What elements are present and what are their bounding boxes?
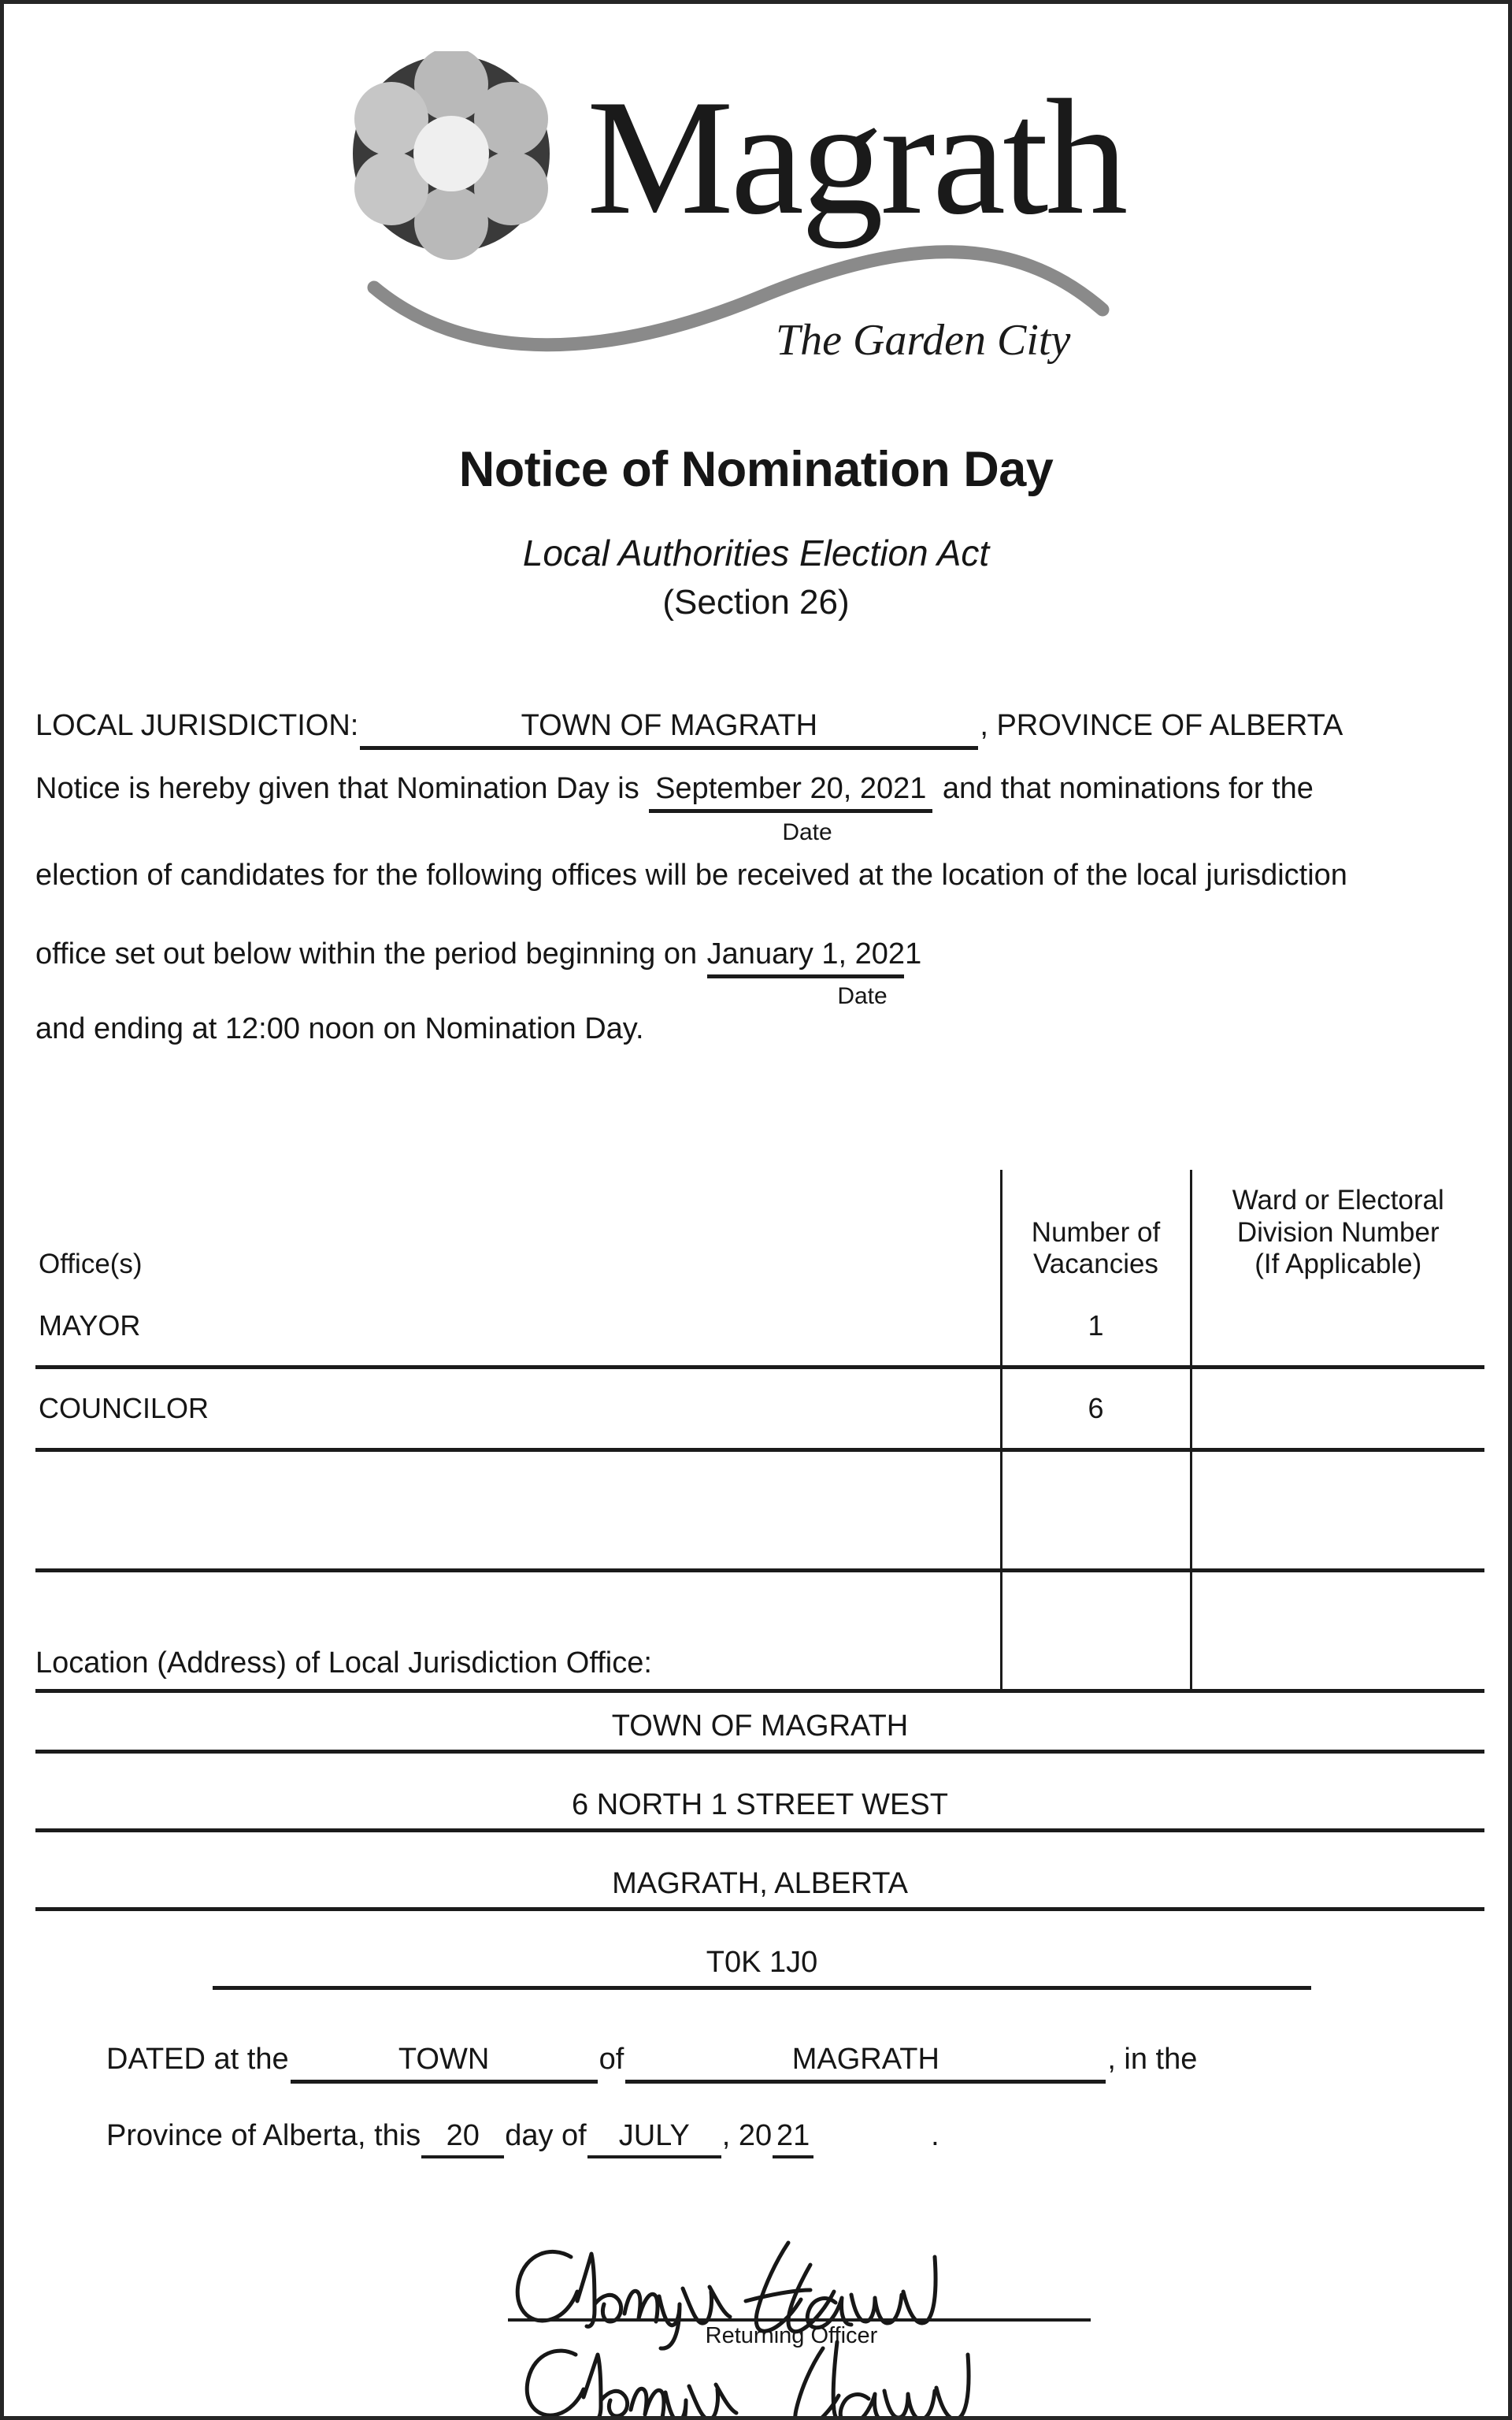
province-suffix: , PROVINCE OF ALBERTA xyxy=(980,709,1343,742)
page-content xyxy=(4,4,1508,2416)
signature-line xyxy=(508,2318,1091,2322)
act-subtitle: Local Authorities Election Act xyxy=(522,533,990,573)
dated-place-name: MAGRATH xyxy=(625,2043,1106,2084)
dated-line2-prefix: Province of Alberta, this xyxy=(106,2119,421,2152)
row-vacancies xyxy=(1001,1450,1191,1571)
table-row xyxy=(35,1450,1484,1571)
section-number: (Section 26) xyxy=(662,583,850,622)
dated-day-of: day of xyxy=(505,2119,587,2152)
address-line-3: MAGRATH, ALBERTA xyxy=(35,1867,1484,1911)
row-ward xyxy=(1191,1571,1484,1691)
dated-line-2 xyxy=(106,2119,939,2158)
notice-line-2: election of candidates for the following offices will be received at the location of the local jurisdiction xyxy=(35,859,1347,892)
notice-line-3 xyxy=(35,937,922,978)
dated-of: of xyxy=(598,2043,624,2076)
magrath-logo xyxy=(350,51,1185,382)
date-caption-2: Date xyxy=(837,983,888,1009)
date-caption-1: Date xyxy=(782,819,832,845)
dated-prefix: DATED at the xyxy=(106,2043,289,2076)
signature-caption: Returning Officer xyxy=(705,2323,878,2348)
table-row xyxy=(35,1368,1484,1450)
offices-table xyxy=(35,1170,1484,1693)
jurisdiction-line xyxy=(35,709,1343,750)
svg-text:Magrath: Magrath xyxy=(587,66,1125,249)
row-vacancies: 1 xyxy=(1001,1286,1191,1368)
header-ward-line1: Ward or Electoral xyxy=(1232,1185,1444,1216)
dated-period: . xyxy=(931,2119,939,2152)
row-office xyxy=(35,1450,1001,1571)
header-offices: Office(s) xyxy=(39,1249,143,1279)
jurisdiction-value: TOWN OF MAGRATH xyxy=(360,709,978,750)
header-vacancies-line1: Number of xyxy=(1031,1217,1161,1248)
notice-line-1 xyxy=(35,772,1314,813)
signature-block xyxy=(476,2225,1106,2414)
begin-date-value: January 1, 2021 xyxy=(707,937,904,978)
notice-line3-before: office set out below within the period beginning on xyxy=(35,937,698,971)
row-vacancies: 6 xyxy=(1001,1368,1191,1450)
jurisdiction-label: LOCAL JURISDICTION: xyxy=(35,709,359,742)
header-vacancies xyxy=(1001,1170,1191,1286)
row-office: MAYOR xyxy=(35,1286,1001,1368)
address-line-2: 6 NORTH 1 STREET WEST xyxy=(35,1788,1484,1832)
notice-line1-after: and that nominations for the xyxy=(942,772,1314,805)
dated-day: 20 xyxy=(421,2119,504,2158)
row-ward xyxy=(1191,1450,1484,1571)
location-label: Location (Address) of Local Jurisdiction Office: xyxy=(35,1646,652,1680)
address-line-1: TOWN OF MAGRATH xyxy=(35,1709,1484,1754)
header-vacancies-line2: Vacancies xyxy=(1033,1249,1158,1279)
dated-line-1 xyxy=(106,2043,1197,2084)
nomination-date-value: September 20, 2021 xyxy=(649,772,932,813)
dated-place-type: TOWN xyxy=(291,2043,598,2084)
dated-year-prefix: , 20 xyxy=(721,2119,773,2152)
page-title: Notice of Nomination Day xyxy=(458,442,1054,497)
row-ward xyxy=(1191,1368,1484,1450)
header-ward-line2: Division Number xyxy=(1236,1216,1440,1248)
dated-suffix: , in the xyxy=(1107,2043,1198,2076)
notice-line-4: and ending at 12:00 noon on Nomination Day. xyxy=(35,1012,644,1045)
signature-mark-lower xyxy=(492,2334,1091,2420)
row-office: COUNCILOR xyxy=(35,1368,1001,1450)
dated-month: JULY xyxy=(587,2119,721,2158)
svg-text:The Garden City: The Garden City xyxy=(776,316,1071,365)
flower-emblem xyxy=(353,51,550,260)
row-vacancies xyxy=(1001,1571,1191,1691)
header-ward xyxy=(1191,1170,1484,1286)
header-ward-line3: (If Applicable) xyxy=(1254,1248,1422,1279)
row-ward xyxy=(1191,1286,1484,1368)
notice-line1-before: Notice is hereby given that Nomination Day is xyxy=(35,772,639,805)
dated-year-suffix: 21 xyxy=(773,2119,813,2158)
address-line-4: T0K 1J0 xyxy=(213,1946,1311,1990)
table-header-row xyxy=(35,1170,1484,1286)
table-row xyxy=(35,1286,1484,1368)
